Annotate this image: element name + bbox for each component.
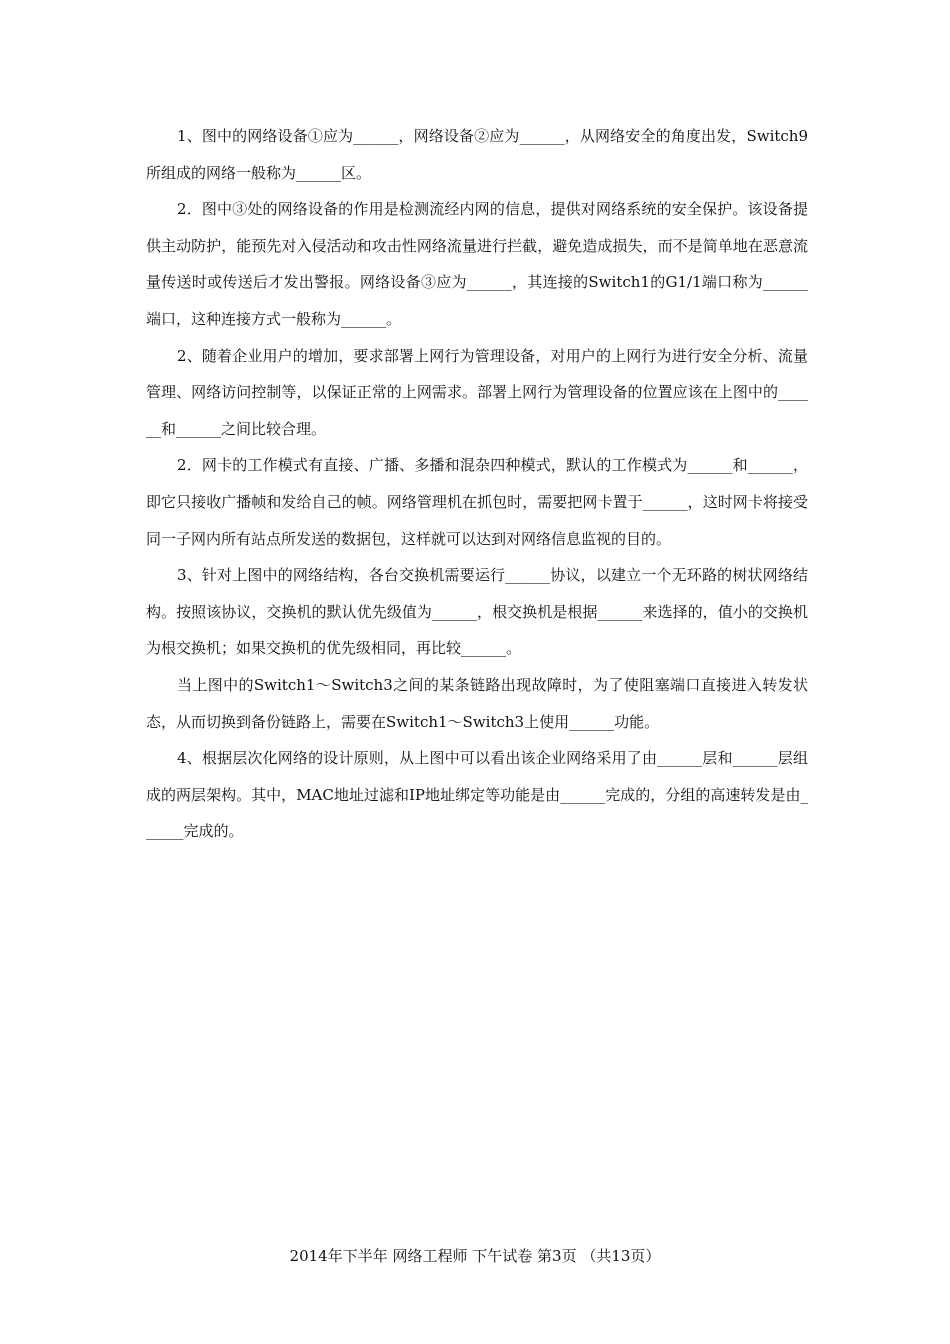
question-2c-paragraph: 2．网卡的工作模式有直接、广播、多播和混杂四种模式，默认的工作模式为______和______，即它只接收广播帧和发给自己的帧。网络管理机在抓包时，需要把网卡置于______，这时网卡将接受同一子网内所有站点所发送的数据包，这样就可以达到对网络信息监视的目的。: [146, 456, 808, 548]
question-3-paragraph: 3、针对上图中的网络结构，各台交换机需要运行______协议，以建立一个无环路的树状网络结构。按照该协议，交换机的默认优先级值为______，根交换机是根据______来选择的，值小的交换机为根交换机；如果交换机的优先级相同，再比较______。: [146, 566, 808, 658]
question-4-paragraph: 4、根据层次化网络的设计原则，从上图中可以看出该企业网络采用了由______层和______层组成的两层架构。其中，MAC地址过滤和IP地址绑定等功能是由______完成的，分组的高速转发是由______完成的。: [146, 749, 808, 841]
question-3-followup-paragraph: 当上图中的Switch1～Switch3之间的某条链路出现故障时，为了使阻塞端口直接进入转发状态，从而切换到备份链路上，需要在Switch1～Switch3上使用______功能。: [146, 675, 808, 731]
page-footer: 2014年下半年 网络工程师 下午试卷 第3页 （共13页）: [289, 1247, 661, 1265]
question-2b-paragraph: 2、随着企业用户的增加，要求部署上网行为管理设备，对用户的上网行为进行安全分析、流量管理、网络访问控制等，以保证正常的上网需求。部署上网行为管理设备的位置应该在上图中的______和______之间比较合理。: [146, 346, 808, 438]
question-1-paragraph: 1、图中的网络设备①应为______，网络设备②应为______，从网络安全的角度出发，Switch9所组成的网络一般称为______区。: [146, 127, 808, 182]
question-2a-paragraph: 2．图中③处的网络设备的作用是检测流经内网的信息，提供对网络系统的安全保护。该设备提供主动防护，能预先对入侵活动和攻击性网络流量进行拦截，避免造成损失，而不是简单地在恶意流量传送时或传送后才发出警报。网络设备③应为______，其连接的Switch1的G1/1端口称为______端口，这种连接方式一般称为______。: [146, 200, 808, 328]
question-body: [146, 118, 808, 850]
